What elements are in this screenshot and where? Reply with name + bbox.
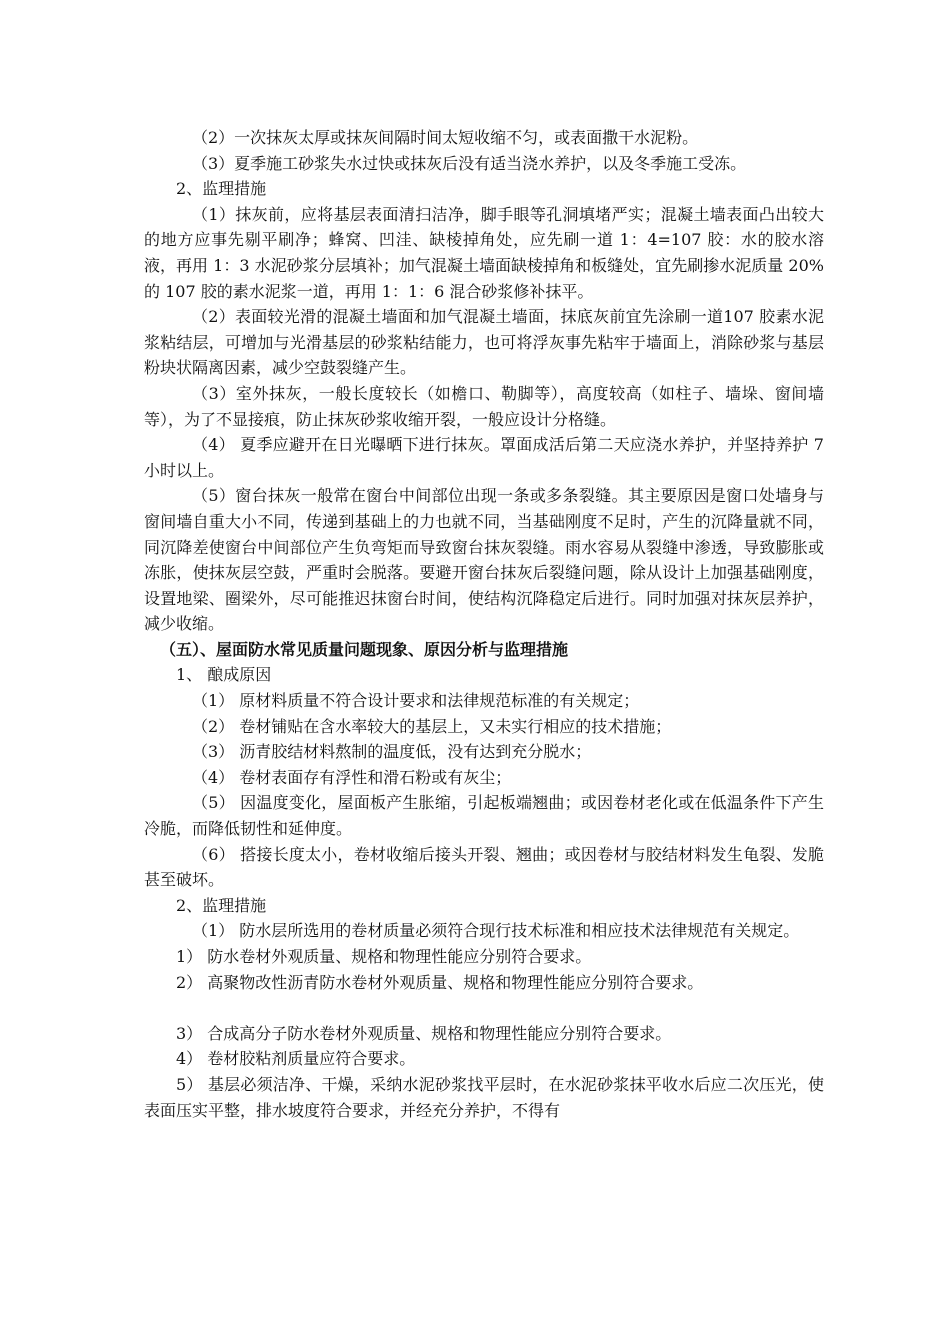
paragraph: （2）一次抹灰太厚或抹灰间隔时间太短收缩不匀，或表面撒干水泥粉。 [192,128,699,147]
document-body [144,125,824,1123]
list-item: 2） 高聚物改性沥青防水卷材外观质量、规格和物理性能应分别符合要求。 [176,972,704,992]
paragraph: （5）窗台抹灰一般常在窗台中间部位出现一条或多条裂缝。其主要原因是窗口处墙身与窗间墙自重大小不同，传递到基础上的力也就不同，当基础刚度不足时，产生的沉降量就不同，同沉降差使窗台中间部位产生负弯矩而导致窗台抹灰裂缝。雨水容易从裂缝中渗透，导致膨胀或冻胀，使抹灰层空鼓，严重时会脱落。要避开窗台抹灰后裂缝问题，除从设计上加强基础刚度，设置地梁、圈梁外，尽可能推迟抹窗台时间，使结构沉降稳定后进行。同时加强对抹灰层养护，减少收缩。 [144,486,824,634]
section-subheading: 2、监理措施 [176,895,267,915]
section-subheading: 1、 酿成原因 [176,665,272,685]
list-item: （1） 防水层所选用的卷材质量必须符合现行技术标准和相应技术法律规范有关规定。 [192,921,800,941]
section-heading: （五）、屋面防水常见质量问题现象、原因分析与监理措施 [160,639,569,659]
list-item: （5） 因温度变化，屋面板产生胀缩，引起板端翘曲；或因卷材老化或在低温条件下产生冷脆，而降低韧性和延伸度。 [144,793,824,839]
paragraph: （3）室外抹灰，一般长度较长（如檐口、勒脚等），高度较高（如柱子、墙垛、窗间墙等），为了不显接痕，防止抹灰砂浆收缩开裂，一般应设计分格缝。 [144,383,824,429]
paragraph: （1）抹灰前，应将基层表面清扫洁净，脚手眼等孔洞填堵严实；混凝土墙表面凸出较大的地方应事先剔平刷净；蜂窝、凹洼、缺棱掉角处，应先刷一道 1：4=107 胶：水的胶水溶液，再用 1：3 水泥砂浆分层填补；加气混凝土墙面缺棱掉角和板缝处，宜先刷掺水泥质量 20%的 107 胶的素水泥浆一道，再用 1：1：6 混合砂浆修补抹平。 [144,204,824,301]
list-item: （4） 卷材表面存有浮性和滑石粉或有灰尘； [192,767,512,787]
list-item: （1） 原材料质量不符合设计要求和法律规范标准的有关规定； [192,691,640,711]
list-item: （3） 沥青胶结材料熬制的温度低，没有达到充分脱水； [192,742,592,762]
list-item: （6） 搭接长度太小，卷材收缩后接头开裂、翘曲；或因卷材与胶结材料发生龟裂、发脆甚至破坏。 [144,844,824,890]
list-item: （2） 卷材铺贴在含水率较大的基层上，又未实行相应的技术措施； [192,716,672,736]
paragraph: （3）夏季施工砂浆失水过快或抹灰后没有适当浇水养护，以及冬季施工受冻。 [192,153,747,173]
list-item: 4） 卷材胶粘剂质量应符合要求。 [176,1049,416,1069]
paragraph: （4） 夏季应避开在日光曝晒下进行抹灰。罩面成活后第二天应浇水养护，并坚持养护 7 小时以上。 [144,435,824,480]
list-item: 1） 防水卷材外观质量、规格和物理性能应分别符合要求。 [176,947,592,966]
blank-line [144,995,824,1021]
paragraph: （2）表面较光滑的混凝土墙面和加气混凝土墙面，抹底灰前宜先涂刷一道107 胶素水泥浆粘结层，可增加与光滑基层的砂浆粘结能力，也可将浮灰事先粘牢于墙面上，消除砂浆与基层粉块状隔离因素，减少空鼓裂缝产生。 [144,307,824,378]
section-subheading: 2、监理措施 [176,179,267,199]
list-item: 3） 合成高分子防水卷材外观质量、规格和物理性能应分别符合要求。 [176,1023,672,1043]
list-item: 5） 基层必须洁净、干燥，采纳水泥砂浆找平层时，在水泥砂浆抹平收水后应二次压光，使表面压实平整，排水坡度符合要求，并经充分养护，不得有 [144,1074,824,1120]
